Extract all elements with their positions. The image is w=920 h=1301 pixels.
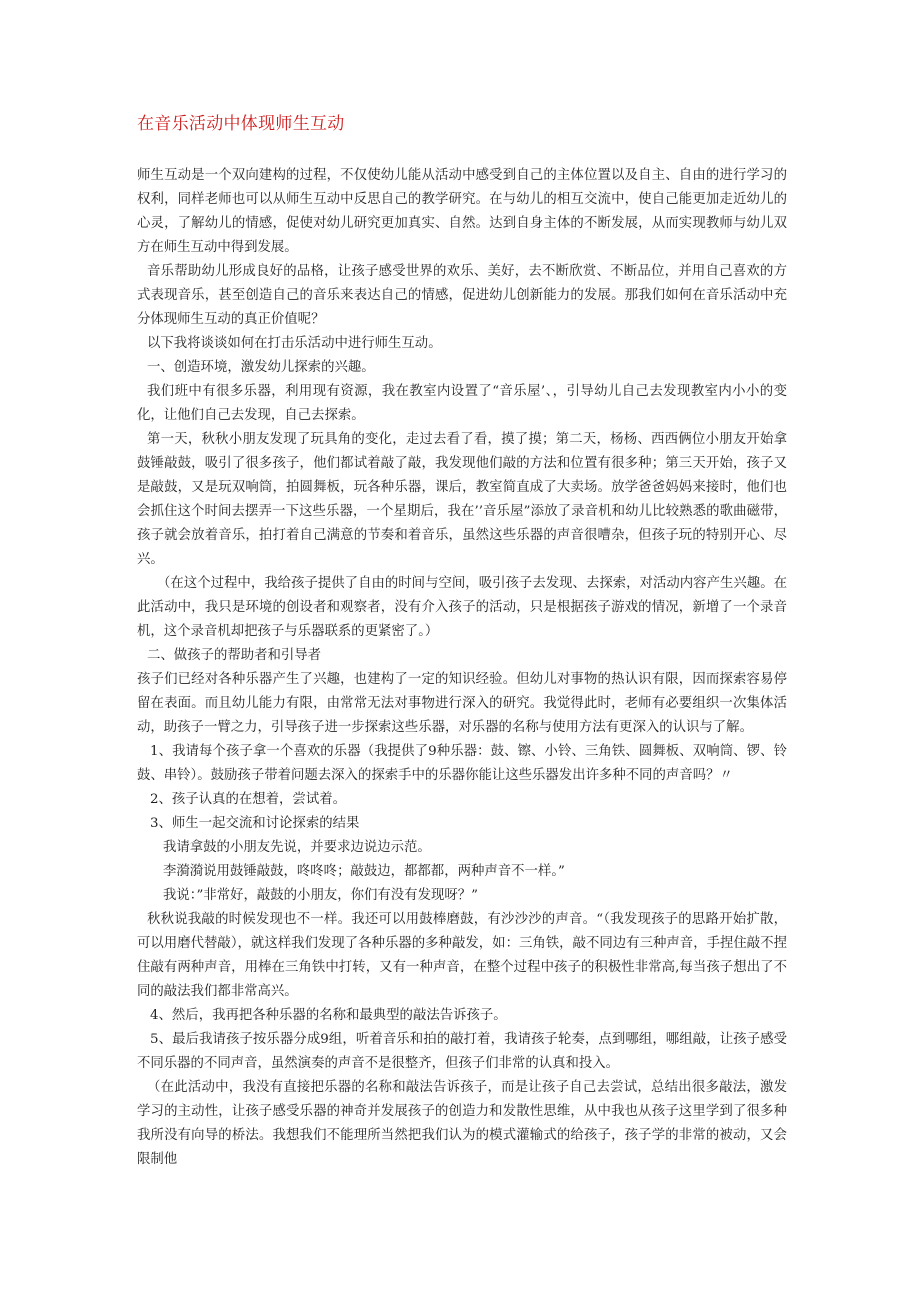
step-4: 4、然后，我再把各种乐器的名称和最典型的敲法告诉孩子。 <box>150 1008 507 1023</box>
dialogue-line-2: 李漪漪说用鼓锤敲鼓，咚咚咚；敲鼓边，都都都，两种声音不一样。” <box>163 864 565 879</box>
document-page <box>137 112 787 1172</box>
step-3: 3、师生一起交流和讨论探索的结果 <box>150 816 360 831</box>
paragraph-qiuqiu: 秋秋说我敲的时候发现也不一样。我还可以用鼓棒磨鼓，有沙沙沙的声音。“（我发现孩子的思路开始扩散，可以用磨代替敲），就这样我们发现了各种乐器的多种敲发，如：三角铁，敲不同边有三种声音，手捏住敲不捏住敲有两种声音，用棒在三角铁中打转，又有一种声音，在整个过程中孩子的积极性非常高,每当孩子想出了不同的敲法我们都非常高兴。 <box>137 912 787 999</box>
paragraph-intro: 师生互动是一个双向建构的过程，不仅使幼儿能从活动中感受到自己的主体位置以及自主、自由的进行学习的权利，同样老师也可以从师生互动中反思自己的教学研究。在与幼儿的相互交流中，使自己能更加走近幼儿的心灵，了解幼儿的情感，促使对幼儿研究更加真实、自然。达到自身主体的不断发展，从而实现教师与幼儿双方在师生互动中得到发展。 <box>137 168 787 255</box>
dialogue-line-1: 我请拿鼓的小朋友先说，并要求边说边示范。 <box>163 840 431 855</box>
step-5: 5、最后我请孩子按乐器分成9组，听着音乐和拍的敲打着，我请孩子轮奏，点到哪组，哪组敲，让孩子感受不同乐器的不同声音，虽然演奏的声音不是很整齐，但孩子们非常的认真和投入。 <box>137 1032 787 1071</box>
paragraph-reflection-2: （在此活动中，我没有直接把乐器的名称和敲法告诉孩子，而是让孩子自己去尝试，总结出很多敲法，激发学习的主动性，让孩子感受乐器的神奇并发展孩子的创造力和发散性思维，从中我也从孩子这里学到了很多种我所没有向导的桥法。我想我们不能理所当然把我们认为的模式灌输式的给孩子，孩子学的非常的被动，又会限制他 <box>137 1080 787 1167</box>
paragraph-daily-observation: 第一天，秋秋小朋友发现了玩具角的变化，走过去看了看，摸了摸；第二天，杨杨、西西俩位小朋友开始拿鼓锤敲鼓，吸引了很多孩子，他们都试着敲了敲，我发现他们敲的方法和位置有很多种；第三天开始，孩子又是敲鼓，又是玩双响筒，拍圆舞板，玩各种乐器，课后，教室简直成了大卖场。放学爸爸妈妈来接时，他们也会抓住这个时间去摆弄一下这些乐器，一个星期后，我在’’音乐屋”添放了录音机和幼儿比较熟悉的歌曲磁带，孩子就会放着音乐，拍打着自己满意的节奏和着音乐，虽然这些乐器的声音很嘈杂，但孩子玩的特别开心、尽兴。 <box>137 432 787 567</box>
paragraph-overview: 以下我将谈谈如何在打击乐活动中进行师生互动。 <box>147 336 442 351</box>
paragraph-music-house: 我们班中有很多乐器，利用现有资源，我在教室内设置了“音乐屋’、，引导幼儿自己去发现教室内小小的变化，让他们自己去发现，自己去探索。 <box>137 384 787 423</box>
paragraph-helper-guide: 孩子们已经对各种乐器产生了兴趣，也建构了一定的知识经验。但幼儿对事物的热认识有限，因而探索容易停留在表面。而且幼儿能力有限，由常常无法对事物进行深入的研究。我觉得此时，老师有必要组织一次集体活动，助孩子一臂之力，引导孩子进一步探索这些乐器，对乐器的名称与使用方法有更深入的认识与了解。 <box>137 672 787 735</box>
step-2: 2、孩子认真的在想着，尝试着。 <box>150 792 346 807</box>
dialogue-line-3: 我说：”非常好，敲鼓的小朋友，你们有没有发现呀？” <box>163 888 478 903</box>
paragraph-reflection-1: （在这个过程中，我给孩子提供了自由的时间与空间，吸引孩子去发现、去探索，对活动内容产生兴趣。在此活动中，我只是环境的创设者和观察者，没有介入孩子的活动，只是根据孩子游戏的情况，新增了一个录音机，这个录音机却把孩子与乐器联系的更紧密了。） <box>137 576 787 639</box>
step-1: 1、我请每个孩子拿一个喜欢的乐器（我提供了9种乐器：鼓、镲、小铃、三角铁、圆舞板、双响筒、锣、铃鼓、串铃）。鼓励孩子带着问题去深入的探索手中的乐器你能让这些乐器发出许多种不同的声音吗？〃 <box>137 744 787 783</box>
paragraph-music-value: 音乐帮助幼儿形成良好的品格，让孩子感受世界的欢乐、美好，去不断欣赏、不断品位，并用自己喜欢的方式表现音乐，甚至创造自己的音乐来表达自己的情感，促进幼儿创新能力的发展。那我们如何在音乐活动中充分体现师生互动的真正价值呢？ <box>137 264 787 327</box>
section-heading-2: 二、做孩子的帮助者和引导者 <box>147 648 322 663</box>
section-heading-1: 一、创造环境，激发幼儿探索的兴趣。 <box>147 360 375 375</box>
document-title: 在音乐活动中体现师生互动 <box>137 114 345 134</box>
